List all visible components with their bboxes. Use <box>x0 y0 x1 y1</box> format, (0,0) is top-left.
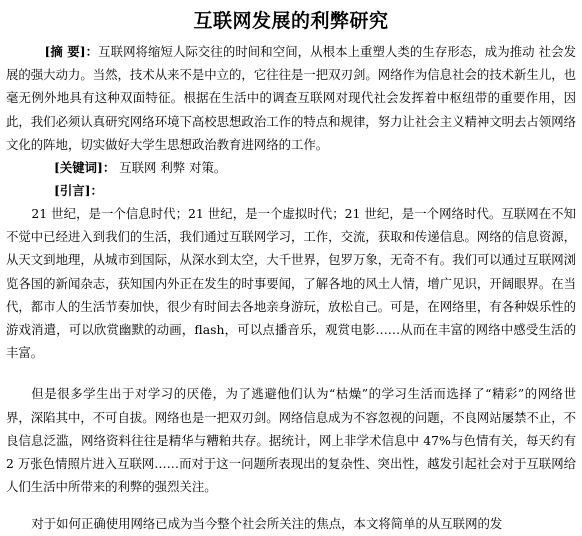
keywords-label: [关键词]： <box>54 160 116 176</box>
body-paragraph-3: 对于如何正确使用网络已成为当今整个社会所关注的焦点，本文将简单的从互联网的发 <box>31 516 503 532</box>
keywords-text: 互联网 利弊 对策。 <box>115 160 227 176</box>
keywords-line <box>54 156 576 179</box>
body-paragraph-2: 但是很多学生出于对学习的厌倦，为了逃避他们认为“枯燥”的学习生活而选择了“精彩”的网络世界，深陷其中，不可自拔。网络也是一把双刃剑。网络信息成为不容忽视的问题，不良网站屡禁不止，不良信息泛滥，网络资料往往是精华与糟粕共存。据统计，网上非学术信息中 47%与色情有关，每天约有 2 万张色情照片进入互联网……而对于这一问题所表现出的复杂性、突出性，越发引起社会对于互联网给人们生活中所带来的利弊的强烈关注。 <box>6 386 576 495</box>
body-paragraph-1: 21 世纪，是一个信息时代；21 世纪，是一个虚拟时代；21 世纪，是一个网络时代。互联网在不知不觉中已经进入到我们的生活，我们通过互联网学习，工作，交流，获取和传递信息。网络的信息资源，从天文到地理，从城市到国际，从深水到太空，大千世界，包罗万象，无奇不有。我们可以通过互联网浏览各国的新闻杂志，获知国内外正在发生的时事要闻，了解各地的风土人情，增广见识，开阔眼界。在当代，都市人的生活节奏加快，很少有时间去各地亲身游玩，放松自己。可是，在网络里，有各种娱乐性的游戏消遣，可以欣赏幽默的动画，flash，可以点播音乐，观赏电影……从而在丰富的网络中感受生活的丰富。 <box>6 206 576 361</box>
abstract-paragraph <box>6 40 576 156</box>
abstract-text: 互联网将缩短人际交往的时间和空间，从根本上重塑人类的生存形态，成为推动 社会发展的强大动力。当然，技术从来不是中立的，它往往是一把双刃剑。网络作为信息社会的技术新生儿，也毫无例外地具有这种双面特征。根据在生活中的调查互联网对现代社会发挥着中枢纽带的重要作用，因此，我们必须认真研究网络环境下高校思想政治工作的特点和规律，努力让社会主义精神文明去占领网络文化的阵地，切实做好大学生思想政治教育进网络的工作。 <box>6 44 576 152</box>
intro-line <box>54 179 576 202</box>
paragraph-gap <box>6 364 576 382</box>
intro-label: [引言]： <box>54 183 103 199</box>
paragraph-gap <box>6 498 576 512</box>
abstract-label: [摘 要]： <box>44 44 99 59</box>
document-title: 互联网发展的利弊研究 <box>193 10 389 32</box>
